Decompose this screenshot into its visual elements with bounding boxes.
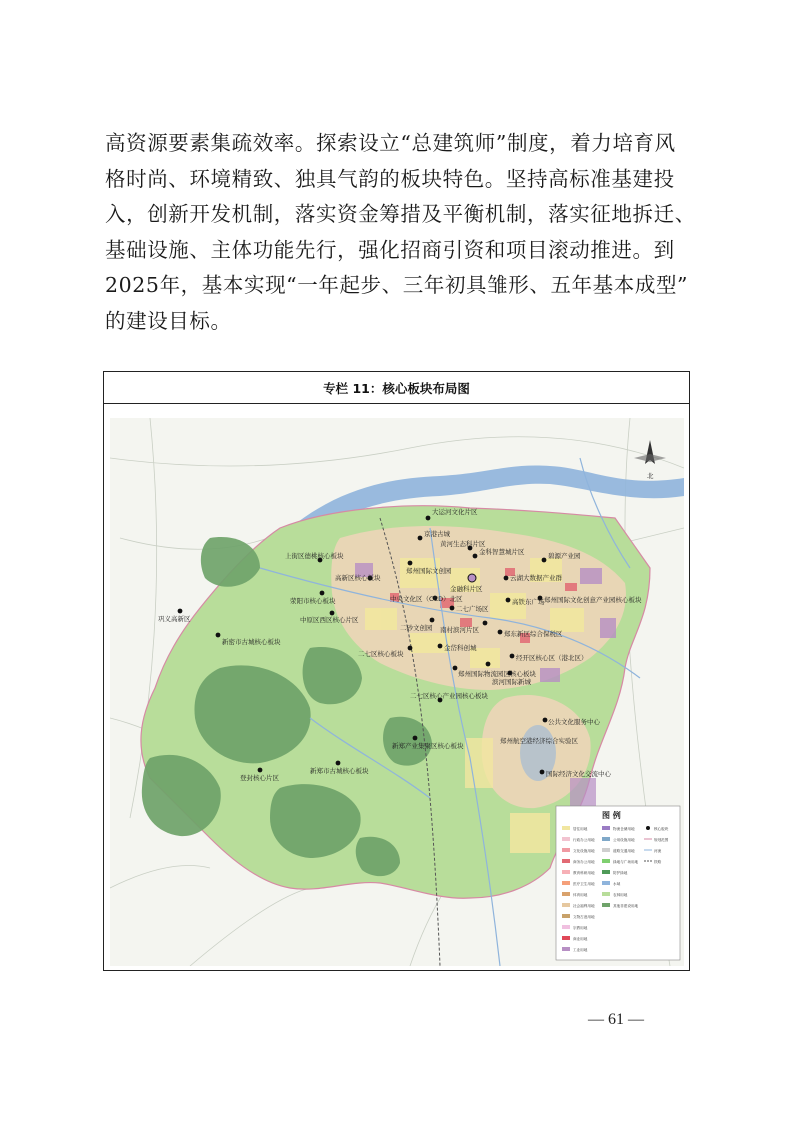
map-label: 碧源产业园 [548,552,581,560]
map-label: 南村滨河片区 [440,626,479,634]
map-label: 公共文化服务中心 [548,718,600,726]
map-label: 二七广场区 [456,605,489,613]
svg-text:河流: 河流 [654,848,662,853]
core-plate-marker [178,609,183,614]
map-label: 郑州国际文化创意产业园核心板块 [544,596,642,604]
map-label: 国际经济文化交流中心 [546,770,611,778]
figure-title: 专栏 11：核心板块布局图 [104,372,689,404]
svg-text:公用设施用地: 公用设施用地 [613,837,635,842]
map-label: 二砂文创园 [400,624,433,632]
map-label: 金岱科创城 [444,644,477,652]
svg-text:农林用地: 农林用地 [613,892,628,897]
core-plate-marker [450,606,455,611]
core-plate-marker [486,662,491,667]
core-plate-marker [408,646,413,651]
svg-text:行政办公用地: 行政办公用地 [573,837,595,842]
svg-text:铁路: 铁路 [654,859,662,864]
core-plate-marker [542,558,547,563]
core-plate-marker [506,598,511,603]
core-plate-marker [413,736,418,741]
core-plate-marker [498,630,503,635]
svg-text:水域: 水域 [613,881,621,886]
core-plate-marker [543,718,548,723]
svg-text:宗教用地: 宗教用地 [573,925,588,930]
core-plate-marker [320,591,325,596]
paragraph-line: 2025年，基本实现“一年起步、三年初具雏形、五年基本成型” [105,273,689,298]
paragraph-line: 高资源要素集疏效率。探索设立“总建筑师”制度，着力培育风 [105,131,676,155]
map-label: 经开区核心区（港北区） [516,654,588,662]
map-label: 二七区核心产业园核心板块 [410,692,488,700]
map-label: 高新区核心板块 [335,574,381,582]
map-label: 高铁东广场 [512,598,545,606]
paragraph-line: 基础设施、主体功能先行，强化招商引资和项目滚动推进。到 [105,237,675,262]
core-plate-marker [504,576,509,581]
core-plate-marker [430,618,435,623]
map-label: 新郑产业集聚区核心板块 [392,742,464,750]
core-plate-marker [258,768,263,773]
map-label: 中央文化区（CCD）北区 [390,595,463,603]
map-label: 郑东新区综合保税区 [504,630,563,638]
page-number: — 61 — [588,1011,644,1028]
map-label: 中原区西区核心片区 [300,616,359,624]
map-label: 巩义高新区 [158,615,191,623]
legend [556,806,680,960]
core-plate-marker [468,574,476,582]
layout-map [110,418,684,966]
legend-title: 图 例 [602,811,621,820]
svg-text:社会福利用地: 社会福利用地 [573,903,595,908]
map-label: 郑州国际物流园区核心板块 [458,670,536,678]
map-label: 登封核心片区 [240,774,279,782]
svg-text:商业用地: 商业用地 [573,936,588,941]
map-label: 滨河国际新城 [492,678,531,686]
svg-text:道路交通用地: 道路交通用地 [613,848,635,853]
figure-box [103,371,690,971]
map-label: 新郑市古城核心板块 [310,767,369,775]
core-plate-marker [336,761,341,766]
svg-text:工业用地: 工业用地 [573,947,588,952]
core-plate-marker [408,561,413,566]
map-label: 金科智慧城片区 [479,548,525,556]
map-label: 荥阳市核心板块 [290,597,336,605]
map-label: 新密市古城核心板块 [222,638,281,646]
map-label: 金融科片区 [450,585,483,593]
map-label: 黄河生态科片区 [440,540,486,548]
map-svg [110,418,684,966]
map-label: 京港古城 [424,530,450,538]
paragraph-line: 入，创新开发机制，落实资金筹措及平衡机制，落实征地拆迁、 [105,202,696,227]
svg-text:教育科研用地: 教育科研用地 [573,870,595,875]
map-label: 云湖大数据产业群 [510,574,562,582]
svg-text:居住用地: 居住用地 [573,826,588,831]
svg-text:核心板块: 核心板块 [654,826,669,831]
core-plate-marker [510,654,515,659]
svg-text:其他非建设用地: 其他非建设用地 [613,903,639,908]
core-plate-marker [438,644,443,649]
core-plate-marker [418,536,423,541]
svg-text:物流仓储用地: 物流仓储用地 [613,826,635,831]
map-label: 二七区核心板块 [358,650,404,658]
core-plate-marker [483,621,488,626]
svg-text:绿地与广场用地: 绿地与广场用地 [613,859,639,864]
paragraph-line: 格时尚、环境精致、独具气韵的板块特色。坚持高标准基建投 [105,166,675,191]
core-plate-marker [540,770,545,775]
svg-text:商务办公用地: 商务办公用地 [573,859,595,864]
compass-label: 北 [647,472,654,480]
core-plate-marker [426,516,431,521]
svg-text:文化设施用地: 文化设施用地 [573,848,595,853]
core-plate-marker [216,633,221,638]
map-label: 郑州国际文创园 [406,567,452,575]
core-plate-marker [453,666,458,671]
map-label: 上街区德桃核心板块 [285,552,344,560]
body-paragraph [105,126,696,340]
core-plate-marker [330,611,335,616]
map-label: 郑州航空港经济综合实验区 [500,737,578,745]
map-label: 大运河文化片区 [432,508,478,516]
core-plate-marker [473,554,478,559]
svg-text:防护绿地: 防护绿地 [613,870,628,875]
svg-text:医疗卫生用地: 医疗卫生用地 [573,881,595,886]
svg-text:体育用地: 体育用地 [573,892,588,897]
paragraph-line: 的建设目标。 [105,308,232,333]
svg-text:规划范围: 规划范围 [654,837,669,842]
svg-text:文物古迹用地: 文物古迹用地 [573,914,595,919]
